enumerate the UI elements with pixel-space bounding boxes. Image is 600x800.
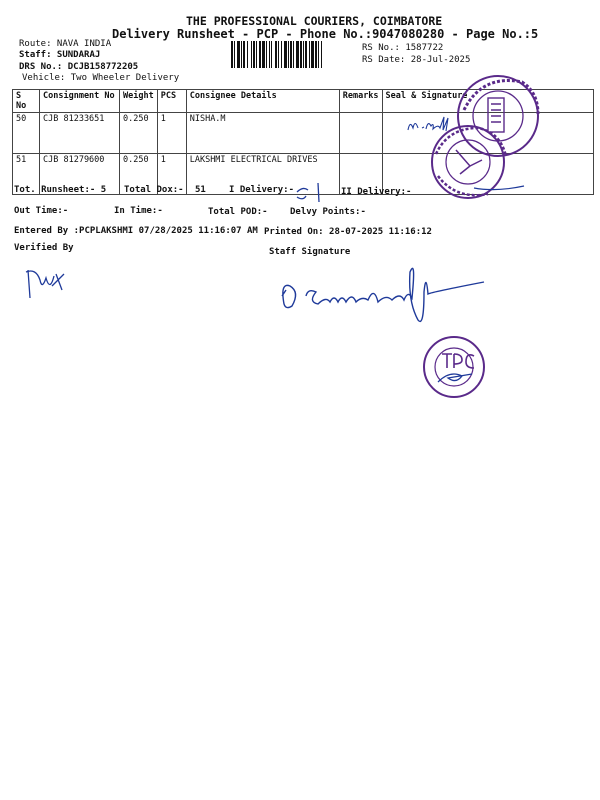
rs-date: RS Date: 28-Jul-2025 — [362, 55, 471, 65]
cell-remarks — [339, 113, 382, 154]
barcode-bar — [284, 41, 287, 68]
barcode-bar — [278, 41, 279, 68]
staff-signature-label: Staff Signature — [269, 247, 351, 257]
company-title: THE PROFESSIONAL COURIERS, COIMBATORE — [186, 14, 443, 28]
barcode-bar — [237, 41, 240, 68]
cell-weight: 0.250 — [120, 154, 158, 195]
cell-consignee: LAKSHMI ELECTRICAL DRIVES — [186, 154, 339, 195]
i-delivery: I Delivery:- — [229, 185, 295, 195]
verified-by-label: Verified By — [14, 243, 74, 253]
barcode-bar — [271, 41, 272, 68]
in-time: In Time:- — [114, 206, 163, 216]
barcode-bar — [253, 41, 255, 68]
drs-number: DRS No.: DCJB158772205 — [19, 62, 139, 72]
cell-pcs: 1 — [157, 154, 186, 195]
rs-number: RS No.: 1587722 — [362, 43, 444, 53]
out-time: Out Time:- — [14, 206, 69, 216]
barcode-bar — [231, 41, 233, 68]
barcode-bar — [275, 41, 277, 68]
cell-weight: 0.250 — [120, 113, 158, 154]
col-pcs: PCS — [157, 90, 186, 113]
barcode-bar — [321, 41, 322, 68]
verifier-signature — [22, 262, 70, 302]
barcode-bar — [266, 41, 267, 68]
barcode-bar — [243, 41, 245, 68]
runsheet-subtitle: Delivery Runsheet - PCP - Phone No.:9047080280 - Page No.:5 — [112, 27, 539, 41]
cell-consignment: CJB 81279600 — [40, 154, 120, 195]
barcode-bar — [290, 41, 292, 68]
cell-pcs: 1 — [157, 113, 186, 154]
barcode-bar — [256, 41, 257, 68]
barcode-bar — [300, 41, 302, 68]
barcode-bar — [259, 41, 261, 68]
total-dox-value: 51 — [195, 185, 206, 195]
col-consignment: Consignment No — [40, 90, 120, 113]
col-sno: S No — [13, 90, 40, 113]
cell-sno: 50 — [13, 113, 40, 154]
tot-runsheet: Tot. Runsheet:- 5 — [14, 185, 107, 195]
barcode-bar — [262, 41, 265, 68]
staff-signature — [278, 252, 488, 332]
barcode-bar — [318, 41, 319, 68]
total-pod: Total POD:- — [208, 207, 268, 217]
barcode-bar — [293, 41, 294, 68]
printed-on: Printed On: 28-07-2025 11:16:12 — [264, 227, 432, 237]
barcode-bar — [305, 41, 307, 68]
barcode-bar — [247, 41, 248, 68]
delvy-points: Delvy Points:- — [290, 207, 366, 217]
barcode-bar — [315, 41, 317, 68]
cell-consignee: NISHA.M — [186, 113, 339, 154]
route-text: Route: NAVA INDIA — [19, 39, 112, 49]
col-weight: Weight — [120, 90, 158, 113]
staff-text: Staff: SUNDARAJ — [19, 50, 101, 60]
barcode-bar — [281, 41, 282, 68]
ii-delivery: II Delivery:- — [341, 187, 412, 197]
barcode-bar — [296, 41, 299, 68]
delivery-seal-stamp — [426, 120, 526, 210]
col-seal-signature: Seal & Signature — [382, 90, 593, 113]
barcode-bar — [303, 41, 304, 68]
barcode-bar — [241, 41, 242, 68]
barcode-bar — [269, 41, 270, 68]
barcode-bar — [311, 41, 314, 68]
barcode-bar — [288, 41, 289, 68]
total-dox-label: Total Dox:- — [124, 185, 184, 195]
barcode-bar — [251, 41, 252, 68]
barcode-bar — [234, 41, 235, 68]
col-consignee: Consignee Details — [186, 90, 339, 113]
handwritten-count-mark — [294, 180, 328, 204]
cell-consignment: CJB 81233651 — [40, 113, 120, 154]
entered-by: Entered By :PCPLAKSHMI 07/28/2025 11:16:07 AM — [14, 226, 258, 236]
barcode-bar — [309, 41, 310, 68]
vehicle-text: Vehicle: Two Wheeler Delivery — [22, 73, 180, 83]
barcode — [231, 41, 353, 68]
tpc-stamp — [418, 334, 490, 400]
cell-sno: 51 — [13, 154, 40, 195]
col-remarks: Remarks — [339, 90, 382, 113]
